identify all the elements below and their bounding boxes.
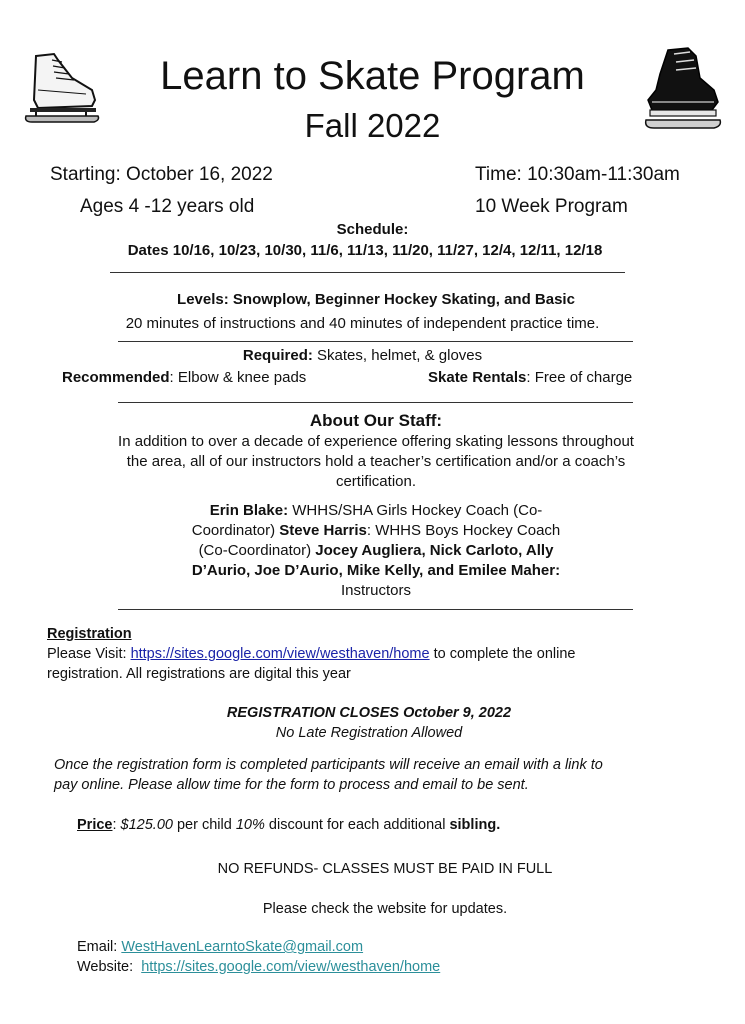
staff-name: Jocey Augliera, Nick Carloto, Ally [315,542,554,559]
divider [118,402,633,403]
schedule-dates: Dates 10/16, 10/23, 10/30, 11/6, 11/13, 11/20, 11/27, 12/4, 12/11, 12/18 [127,242,603,259]
staff-line [0,501,745,521]
discount-text: discount for each additional [264,817,450,833]
rentals-value: : Free of charge [526,369,633,386]
price-amount: $125.00 [120,817,173,833]
rentals-label: Skate Rentals [428,369,527,386]
recommended-label: Recommended [62,369,170,386]
required-label: Required: [242,347,313,364]
staff-intro-line: the area, all of our instructors hold a teacher’s certification and/or a coach’s [126,453,626,470]
schedule-label: Schedule: [336,221,409,238]
staff-role: : WHHS Boys Hockey Coach [366,522,561,539]
staff-name: Steve Harris [279,522,367,539]
payment-note: Once the registration form is completed participants will receive an email with a link to [54,757,603,773]
price-per-child: per child [172,817,236,833]
price-colon: : [112,817,121,833]
staff-role: (Co-Coordinator) [198,542,316,559]
session-time: Time: 10:30am-11:30am [475,164,680,185]
levels-title: Levels: Snowplow, Beginner Hockey Skating, and Basic [177,291,575,308]
email-link[interactable]: WestHavenLearntoSkate@gmail.com [121,939,364,955]
required-items [0,346,725,366]
skate-rentals [428,368,632,388]
staff-intro-line: certification. [335,473,417,490]
registration-link[interactable]: https://sites.google.com/view/westhaven/home [130,646,430,662]
divider [118,609,633,610]
contact-email [77,937,363,957]
updates-notice: Please check the website for updates. [262,901,508,917]
sibling-word: sibling. [449,817,501,833]
contact-website [77,957,440,977]
registration-visit [47,644,575,664]
age-range: Ages 4 -12 years old [80,196,255,217]
registration-note: registration. All registrations are digital this year [47,666,351,682]
recommended-items [62,368,306,388]
staff-line [0,521,745,541]
program-length: 10 Week Program [475,196,628,217]
email-label: Email: [77,939,122,955]
staff-name: Erin Blake: [209,502,289,519]
levels-description: 20 minutes of instructions and 40 minutes of independent practice time. [125,315,600,332]
page-subtitle: Fall 2022 [304,107,441,144]
price-label: Price [77,817,113,833]
registration-heading: Registration [47,626,132,642]
discount-value: 10% [235,817,265,833]
divider [110,272,625,273]
no-late-registration: No Late Registration Allowed [275,725,463,741]
recommended-value: : Elbow & knee pads [169,369,307,386]
page-title: Learn to Skate Program [160,54,585,98]
visit-suffix: to complete the online [429,646,576,662]
staff-role: WHHS/SHA Girls Hockey Coach (Co- [288,502,543,519]
start-date: Starting: October 16, 2022 [50,164,273,185]
website-link[interactable]: https://sites.google.com/view/westhaven/home [141,959,441,975]
price-line [77,815,500,835]
refund-notice: NO REFUNDS- CLASSES MUST BE PAID IN FULL [217,861,553,877]
staff-intro-line: In addition to over a decade of experience offering skating lessons throughout [118,433,634,450]
registration-closes: REGISTRATION CLOSES October 9, 2022 [226,705,512,721]
staff-heading: About Our Staff: [309,411,443,430]
staff-line: Instructors [340,582,412,599]
staff-line [0,541,745,561]
payment-note: pay online. Please allow time for the form to process and email to be sent. [54,777,529,793]
staff-role: Coordinator) [191,522,280,539]
website-label: Website: [77,959,142,975]
divider [118,341,633,342]
required-value: Skates, helmet, & gloves [312,347,483,364]
staff-line: D’Aurio, Joe D’Aurio, Mike Kelly, and Emilee Maher: [191,562,561,579]
visit-prefix: Please Visit: [47,646,131,662]
